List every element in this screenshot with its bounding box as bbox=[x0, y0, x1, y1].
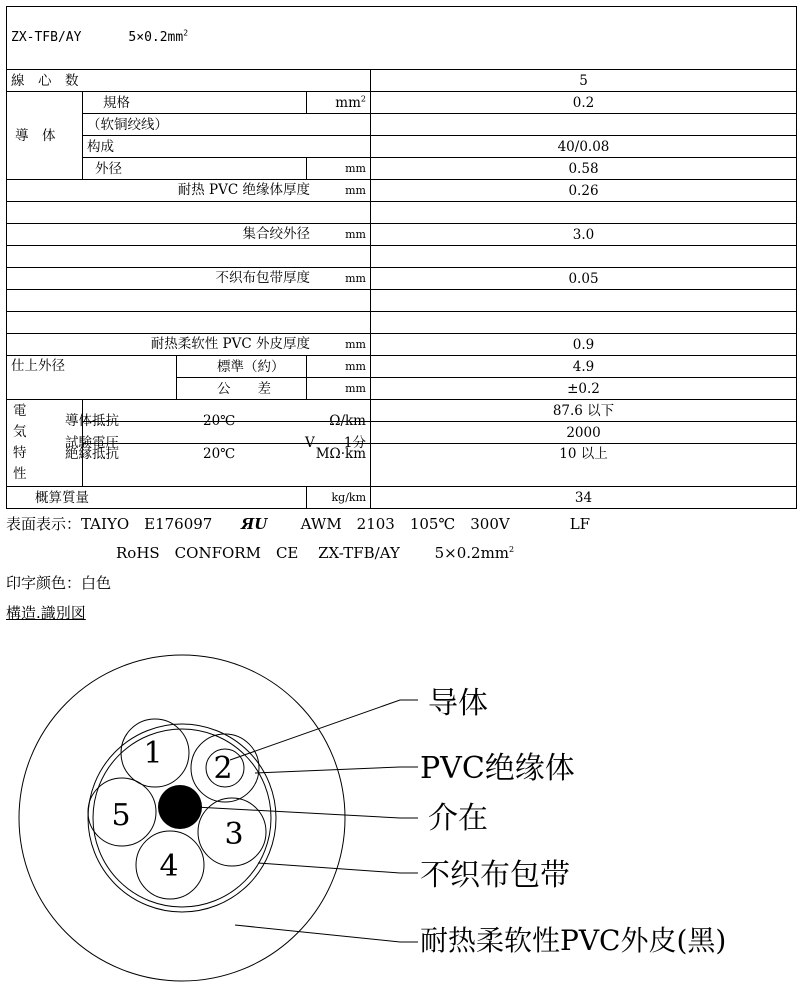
header-row bbox=[7, 7, 797, 70]
finish-label bbox=[7, 356, 177, 400]
sheath-label bbox=[7, 334, 371, 356]
bundle-label bbox=[7, 224, 371, 246]
insulation-res-cell bbox=[65, 444, 371, 487]
insulation-res-cond: 20℃ bbox=[203, 446, 236, 462]
voltage-value: 2000 bbox=[371, 422, 797, 444]
leader-conductor bbox=[230, 700, 418, 760]
voltage-cell bbox=[65, 422, 371, 451]
print-color: 印字颜色：白色 bbox=[6, 574, 112, 592]
row-insulation bbox=[7, 180, 797, 202]
marking-line-2 bbox=[116, 542, 514, 563]
conductor-diameter-unit: mm bbox=[307, 158, 371, 180]
finish-tolerance-value: ±0.2 bbox=[371, 378, 797, 400]
row-conductor-spec bbox=[7, 92, 797, 114]
resistance-cell bbox=[65, 400, 371, 429]
row-cores bbox=[7, 70, 797, 92]
sheath-value: 0.9 bbox=[371, 334, 797, 356]
marking-prefix: 表面表示：TAIYO E176097 bbox=[6, 515, 213, 533]
marking-line-2-sup: 2 bbox=[509, 545, 515, 554]
label-insulation: PVC绝缘体 bbox=[420, 751, 575, 786]
ul-recognized-icon: ЯU bbox=[240, 515, 268, 533]
tape-label-text: 不织布包带厚度 bbox=[215, 270, 310, 286]
insulation-res-value: 10 以上 bbox=[371, 444, 797, 487]
insulation-value: 0.26 bbox=[371, 180, 797, 202]
marking-line-2-text: RoHS CONFORM CE ZX-TFB/AY 5×0.2mm bbox=[116, 544, 510, 562]
conductor-diameter-value: 0.58 bbox=[371, 158, 797, 180]
finish-standard-value: 4.9 bbox=[371, 356, 797, 378]
row-blank-2 bbox=[7, 246, 797, 268]
conductor-spec-value: 0.2 bbox=[371, 92, 797, 114]
conductor-label-text: 導 体 bbox=[15, 127, 56, 144]
section-title: 構造.識別図 bbox=[6, 604, 86, 622]
marking-line-1 bbox=[6, 513, 590, 534]
weight-value: 34 bbox=[371, 487, 797, 509]
finish-standard-label: 標準（約） bbox=[177, 356, 307, 378]
tape-value: 0.05 bbox=[371, 268, 797, 290]
finish-tolerance-label: 公 差 bbox=[177, 378, 307, 400]
row-conductor-composition bbox=[7, 136, 797, 158]
cores-label: 線 心 数 bbox=[7, 70, 371, 92]
leader-sheath bbox=[235, 925, 418, 942]
insulation-label-text: 耐热 PVC 绝缘体厚度 bbox=[177, 182, 310, 198]
marking-suffix: AWM 2103 105℃ 300V LF bbox=[300, 515, 591, 533]
model-size-sup: 2 bbox=[183, 28, 189, 38]
conductor-stranded-value bbox=[371, 114, 797, 136]
conductor-spec-unit-text: mm bbox=[335, 94, 361, 111]
row-bundle bbox=[7, 224, 797, 246]
resistance-label: 導体抵抗 bbox=[65, 412, 119, 429]
sheath-label-text: 耐热柔软性 PVC 外皮厚度 bbox=[150, 336, 310, 352]
conductor-composition-value: 40/0.08 bbox=[371, 136, 797, 158]
insulation-res-label: 絶縁抵抗 bbox=[65, 446, 119, 462]
spec-table bbox=[6, 6, 797, 509]
label-sheath: 耐热柔软性PVC外皮(黑) bbox=[420, 924, 727, 957]
voltage-label: 試験電圧 bbox=[65, 434, 119, 451]
resistance-value: 87.6 以下 bbox=[371, 400, 797, 422]
row-weight bbox=[7, 487, 797, 509]
model-name: ZX-TFB/AY bbox=[11, 30, 82, 45]
conductor-label bbox=[7, 92, 83, 180]
row-tape bbox=[7, 268, 797, 290]
leader-insulation bbox=[255, 767, 418, 773]
core-number-2: 2 bbox=[213, 751, 233, 786]
conductor-stranded-label: （软铜绞线） bbox=[83, 114, 371, 136]
sheath-unit: mm bbox=[345, 338, 366, 351]
electrical-char-3: 特 bbox=[13, 445, 27, 461]
core-number-5: 5 bbox=[111, 798, 131, 833]
core-number-4: 4 bbox=[159, 849, 179, 884]
insulation-res-unit: MΩ·km bbox=[315, 446, 366, 462]
row-voltage bbox=[7, 422, 797, 444]
bundle-unit: mm bbox=[345, 228, 366, 241]
voltage-unit: 1分 bbox=[343, 434, 366, 451]
model-size: 5×0.2mm bbox=[128, 30, 184, 45]
electrical-char-2: 気 bbox=[13, 424, 27, 440]
conductor-diameter-label: 外径 bbox=[83, 158, 307, 180]
row-insulation-res bbox=[7, 444, 797, 487]
weight-label: 概算質量 bbox=[7, 487, 307, 509]
resistance-cond: 20℃ bbox=[203, 412, 236, 429]
core-number-1: 1 bbox=[143, 736, 163, 771]
row-conductor-diameter bbox=[7, 158, 797, 180]
tape-label bbox=[7, 268, 371, 290]
structure-diagram bbox=[0, 630, 800, 983]
insulation-label bbox=[7, 180, 371, 202]
conductor-spec-label: 規格 bbox=[83, 92, 307, 114]
resistance-unit: Ω/km bbox=[329, 412, 366, 429]
row-finish-standard bbox=[7, 356, 797, 378]
row-blank-3 bbox=[7, 290, 797, 312]
conductor-composition-label: 构成 bbox=[83, 136, 371, 158]
label-filler: 介在 bbox=[428, 801, 488, 836]
row-blank-1 bbox=[7, 202, 797, 224]
finish-standard-unit: mm bbox=[307, 356, 371, 378]
core-number-3: 3 bbox=[224, 817, 244, 852]
conductor-spec-unit-sup: 2 bbox=[360, 94, 366, 103]
bundle-value: 3.0 bbox=[371, 224, 797, 246]
finish-tolerance-unit: mm bbox=[307, 378, 371, 400]
tape-unit: mm bbox=[345, 272, 366, 285]
row-blank-4 bbox=[7, 312, 797, 334]
insulation-unit: mm bbox=[345, 184, 366, 197]
bundle-label-text: 集合绞外径 bbox=[242, 226, 310, 242]
electrical-char-4: 性 bbox=[13, 466, 27, 482]
row-sheath bbox=[7, 334, 797, 356]
row-resistance bbox=[7, 400, 797, 422]
cores-value: 5 bbox=[371, 70, 797, 92]
finish-label-text: 仕上外径 bbox=[11, 358, 65, 374]
voltage-cond: V bbox=[305, 434, 315, 451]
model-header bbox=[7, 7, 797, 70]
row-conductor-stranded bbox=[7, 114, 797, 136]
label-conductor: 导体 bbox=[428, 686, 488, 721]
conductor-spec-unit bbox=[307, 92, 371, 114]
weight-unit: kg/km bbox=[307, 487, 371, 509]
electrical-char-1: 電 bbox=[13, 403, 27, 419]
label-tape: 不织布包带 bbox=[420, 858, 570, 893]
